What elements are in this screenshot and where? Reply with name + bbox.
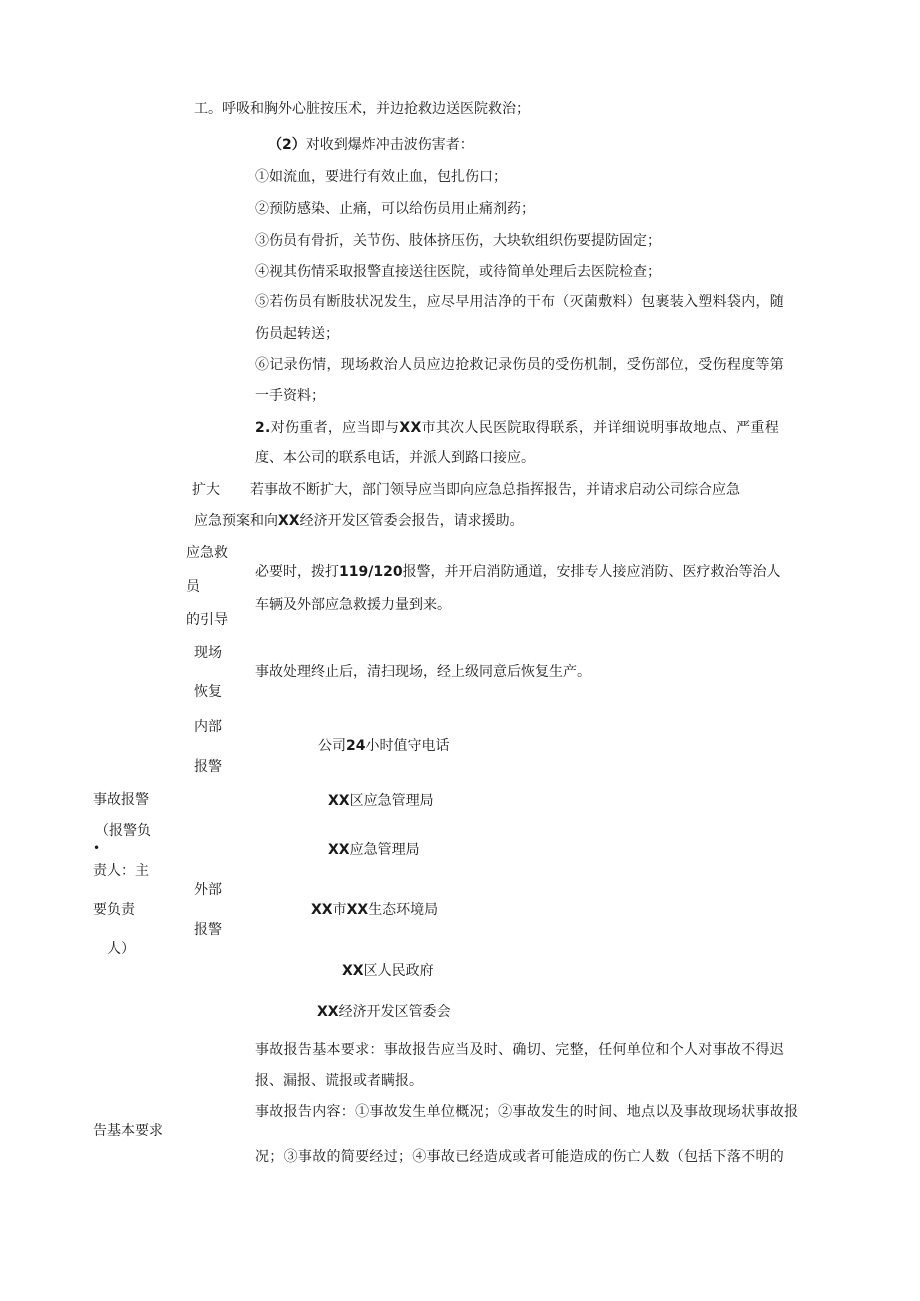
row-label-guide: 应急救	[186, 545, 228, 561]
bullet: •	[93, 841, 101, 855]
row-label-internal: 报警	[194, 759, 222, 775]
row-label-recover: 恢复	[194, 684, 222, 700]
placeholder-xx: XX	[328, 842, 350, 858]
requirement-text-continuation: 报、漏报、谎报或者瞒报。	[255, 1073, 423, 1089]
list-item-continuation: 一手资料；	[255, 388, 325, 404]
list-item: ①如流血，要进行有效止血，包扎伤口；	[255, 169, 507, 185]
row-label-report: 要负责	[93, 902, 135, 918]
row-label-external: 外部	[194, 882, 222, 898]
row-label-guide: 的引导	[186, 612, 228, 628]
recover-text: 事故处理终止后，清扫现场，经上级同意后恢复生产。	[255, 664, 591, 680]
list-item: ③伤员有骨折，关节伤、肢体挤压伤，大块软组织伤要提防固定；	[255, 233, 661, 249]
external-contact: XX区应急管理局	[328, 793, 434, 809]
external-contact: XX经济开发区管委会	[317, 1004, 451, 1020]
report-content-text-continuation: 况；③事故的简要经过；④事故已经造成或者可能造成的伤亡人数（包括下落不明的	[255, 1149, 785, 1165]
external-contact: XX区人民政府	[342, 963, 434, 979]
placeholder-xx: XX	[317, 1004, 339, 1020]
list-item: ⑤若伤员有断肢状况发生，应尽早用洁净的干布（灭菌敷料）包裹装入塑料袋内，随	[255, 294, 785, 310]
row-label-guide: 员	[186, 579, 200, 595]
placeholder-xx: XX	[328, 793, 350, 809]
list-item: ②预防感染、止痛，可以给伤员用止痛剂药；	[255, 201, 535, 217]
internal-phone: 公司24小时值守电话	[318, 738, 450, 754]
expand-text: 若事故不断扩大，部门领导应当即向应急总指挥报告，并请求启动公司综合应急	[250, 482, 740, 498]
sub-heading-number: （2）	[268, 137, 306, 153]
guide-text-continuation: 车辆及外部应急救援力量到来。	[255, 597, 451, 613]
external-contact: XX应急管理局	[328, 842, 420, 858]
hours-number: 24	[346, 738, 366, 754]
expand-text-continuation: 应急预案和向XX经济开发区管委会报告，请求援助。	[194, 513, 524, 529]
row-label-report: 人）	[107, 941, 135, 957]
row-label-report: 责人：主	[93, 863, 149, 879]
numbered-item-continuation: 度、本公司的联系电话，并派人到路口接应。	[255, 450, 535, 466]
sub-heading-text: 对收到爆炸冲击波伤害者：	[305, 137, 474, 153]
row-label-report: （报警负	[95, 823, 151, 839]
external-contact: XX市XX生态环境局	[311, 902, 439, 918]
row-label-external: 报警	[194, 922, 222, 938]
placeholder-xx: XX	[311, 902, 333, 918]
list-item: ⑥记录伤情，现场救治人员应边抢救记录伤员的受伤机制，受伤部位，受伤程度等第	[255, 357, 785, 373]
paragraph-line: 工。呼吸和胸外心脏按压术，并边抢救边送医院救治；	[194, 101, 530, 117]
sub-heading	[268, 138, 474, 152]
row-label-expand: 扩大	[192, 482, 220, 498]
row-label-recover: 现场	[194, 645, 222, 661]
placeholder-xx: XX	[399, 420, 422, 436]
placeholder-xx: XX	[342, 963, 364, 979]
placeholder-xx: XX	[278, 513, 300, 529]
row-label-internal: 内部	[194, 719, 222, 735]
requirement-text: 事故报告基本要求：事故报告应当及时、确切、完整，任何单位和个人对事故不得迟	[255, 1042, 785, 1058]
guide-text: 必要时，拨打119/120报警，并开启消防通道，安排专人接应消防、医疗救治等治人	[255, 564, 781, 580]
item-number: 2.	[255, 420, 271, 436]
placeholder-xx: XX	[346, 902, 369, 918]
report-content-text: 事故报告内容：①事故发生单位概况；②事故发生的时间、地点以及事故现场状事故报	[255, 1104, 799, 1120]
list-item-continuation: 伤员起转送；	[255, 326, 339, 342]
numbered-item: 2.对伤重者，应当即与XX市其次人民医院取得联系，并详细说明事故地点、严重程	[255, 420, 780, 436]
list-item: ④视其伤情采取报警直接送往医院，或待简单处理后去医院检查；	[255, 264, 661, 280]
row-label-requirements: 告基本要求	[93, 1123, 163, 1139]
phone-number: 119/120	[339, 564, 403, 580]
row-label-report: 事故报警	[93, 792, 149, 808]
